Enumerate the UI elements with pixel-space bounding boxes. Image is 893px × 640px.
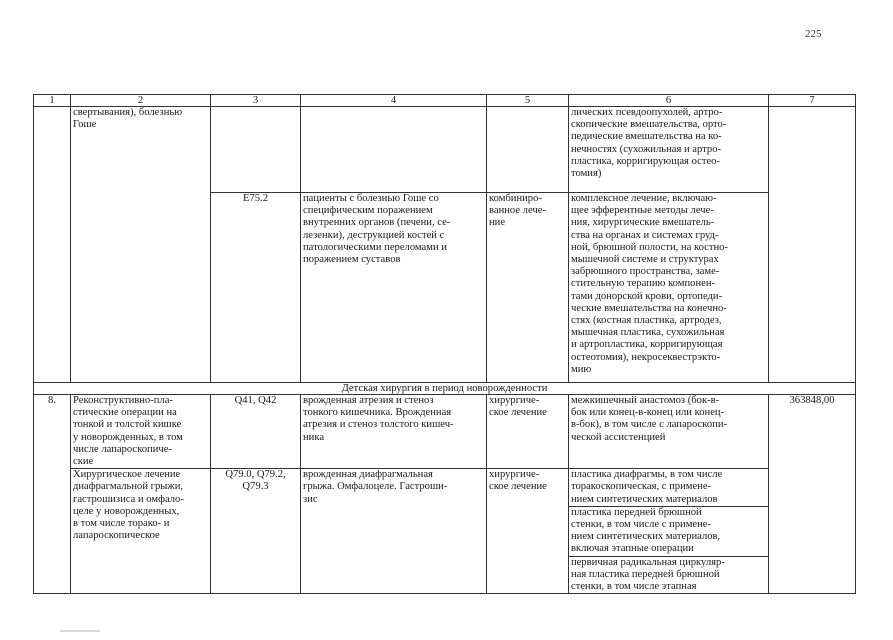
cell-patient-model <box>301 107 487 193</box>
cell-patient-model <box>301 193 487 383</box>
col-header-2: 2 <box>71 95 211 107</box>
col-header-6: 6 <box>569 95 769 107</box>
cell-treatment-type <box>487 395 569 469</box>
cell-treatment-type <box>487 107 569 193</box>
cell-procedure-group <box>71 107 211 383</box>
col-header-4: 4 <box>301 95 487 107</box>
medical-procedures-table <box>33 94 856 594</box>
scan-artifact <box>60 630 100 632</box>
cell-treatment-type <box>487 193 569 383</box>
treatment-method-text: пластика диафрагмы, в том числе торакоскопическая, с примене- нием синтетических материалов <box>571 469 723 505</box>
section-heading-row <box>34 383 856 395</box>
table-row <box>34 107 856 193</box>
cell-cost <box>769 395 856 594</box>
cell-codes <box>211 107 301 193</box>
page-number: 225 <box>805 28 822 40</box>
procedure-group-text: свертывания), болезнью Гоше <box>73 107 183 131</box>
procedure-group-text: Хирургическое лечение диафрагмальной грыжи, гастрошизиса и омфало- целе у новорожденных, в том числе торако- и лапароскопическое <box>73 469 184 542</box>
col-header-7: 7 <box>769 95 856 107</box>
cell-num <box>34 107 71 383</box>
treatment-method-item <box>569 557 768 594</box>
col-header-3: 3 <box>211 95 301 107</box>
treatment-method-text: лических псевдоопухолей, артро- скопические вмешательства, орто- педические вмешательства на ко- нечностях (сухожильная и артро- пластика, корригирующая остео- томия) <box>571 107 727 180</box>
treatment-method-text: пластика передней брюшной стенки, в том числе с примене- нием синтетических материалов, включая этапные операции <box>571 506 721 555</box>
cell-cost <box>769 107 856 383</box>
patient-model-text: пациенты с болезнью Гоше со специфическим поражением внутренних органов (печени, се- лезенки), деструкцией костей с патологическими переломами и поражением суставов <box>303 193 451 266</box>
treatment-method-item <box>569 507 768 557</box>
cell-procedure-group <box>71 395 211 469</box>
cell-treatment-method <box>569 395 769 469</box>
cell-treatment-method <box>569 469 769 594</box>
treatment-method-item <box>569 469 768 507</box>
diagnosis-code: E75.2 <box>242 193 268 204</box>
col-header-1: 1 <box>34 95 71 107</box>
diagnosis-code: Q41, Q42 <box>234 395 277 406</box>
section-title: Детская хирургия в период новорожденности <box>34 383 856 395</box>
patient-model-text: врожденная атрезия и стеноз тонкого кишечника. Врожденная атрезия и стеноз толстого кишеч- ника <box>303 395 454 443</box>
treatment-type-text: комбиниро- ванное лече- ние <box>489 193 546 229</box>
patient-model-text: врожденная диафрагмальная грыжа. Омфалоцеле. Гастроши- зис <box>303 469 448 505</box>
treatment-type-text: хирургиче- ское лечение <box>489 469 547 493</box>
table-row <box>34 395 856 469</box>
cell-treatment-method <box>569 107 769 193</box>
treatment-type-text: хирургиче- ское лечение <box>489 395 547 419</box>
table-row <box>34 469 856 594</box>
procedure-group-text: Реконструктивно-пла- стические операции на тонкой и толстой кишке у новорожденных, в том числе лапароскопиче- ские <box>73 395 183 468</box>
treatment-method-text: первичная радикальная циркуляр- ная пластика передней брюшной стенки, в том числе этапная <box>571 556 725 593</box>
column-number-row <box>34 95 856 107</box>
cost-value: 363848,00 <box>789 395 835 406</box>
cell-codes <box>211 193 301 383</box>
cell-patient-model <box>301 469 487 594</box>
cell-num: 8. <box>34 395 71 594</box>
col-header-5: 5 <box>487 95 569 107</box>
cell-treatment-type <box>487 469 569 594</box>
cell-patient-model <box>301 395 487 469</box>
cell-codes <box>211 395 301 469</box>
cell-codes <box>211 469 301 594</box>
diagnosis-code: Q79.0, Q79.2, Q79.3 <box>225 469 286 493</box>
treatment-method-text: межкишечный анастомоз (бок-в- бок или конец-в-конец или конец- в-бок), в том числе с лапароскопи- ческой ассистенцией <box>571 395 728 443</box>
cell-procedure-group <box>71 469 211 594</box>
cell-treatment-method <box>569 193 769 383</box>
treatment-method-text: комплексное лечение, включаю- щее эфферентные методы лече- ния, хирургические вмешатель- ства на органах и системах груд- ной, брюшной полости, на костно- мышечной системе и структурах забрюшного пространства, заме- стительную терапию компонен- тами донорской крови, ортопеди- ческие вмешательства на конечно- стях (костная пластика, артродез, мышечная пластика, сухожильная и артропластика, корригирующая остеотомия), некросеквестрэкто- мию <box>571 193 728 375</box>
